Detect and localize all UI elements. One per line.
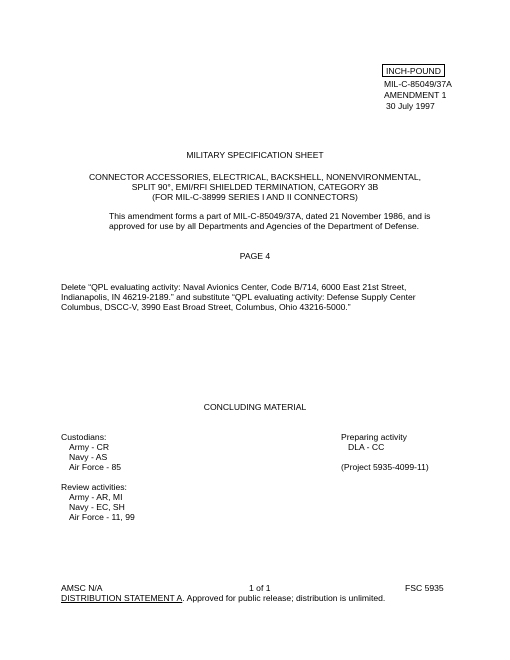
page-count: 1 of 1 xyxy=(249,583,271,593)
subject-line-1: CONNECTOR ACCESSORIES, ELECTRICAL, BACKSHELL, NONENVIRONMENTAL, xyxy=(88,172,422,182)
custodians-heading: Custodians: xyxy=(61,432,107,442)
custodian-army: Army - CR xyxy=(69,442,110,452)
preparing-activity-value: DLA - CC xyxy=(348,442,385,452)
document-number: MIL-C-85049/37A xyxy=(384,79,452,89)
review-army: Army - AR, MI xyxy=(69,492,123,502)
preparing-activity-heading: Preparing activity xyxy=(341,432,407,442)
document-date: 30 July 1997 xyxy=(386,101,435,111)
amendment-number: AMENDMENT 1 xyxy=(384,90,447,100)
project-number: (Project 5935-4099-11) xyxy=(341,462,429,472)
intro-line-1: This amendment forms a part of MIL-C-85049/37A, dated 21 November 1986, and is xyxy=(109,211,431,221)
review-navy: Navy - EC, SH xyxy=(69,502,125,512)
subject-line-3: (FOR MIL-C-38999 SERIES I AND II CONNECTORS) xyxy=(152,192,358,202)
amsc-label: AMSC N/A xyxy=(61,583,103,593)
inch-pound-label: INCH-POUND xyxy=(382,64,445,77)
page-label: PAGE 4 xyxy=(239,251,271,261)
body-line-1: Delete “QPL evaluating activity: Naval Avionics Center, Code B/714, 6000 East 21st Street, xyxy=(61,282,407,292)
subject-line-2: SPLIT 90°, EMI/RFI SHIELDED TERMINATION, CATEGORY 3B xyxy=(131,182,379,192)
fsc-label: FSC 5935 xyxy=(405,583,444,593)
body-line-2: Indianapolis, IN 46219-2189.” and substitute “QPL evaluating activity: Defense Supply Center xyxy=(61,292,416,302)
custodian-air-force: Air Force - 85 xyxy=(69,462,122,472)
body-line-3: Columbus, DSCC-V, 3990 East Broad Street, Columbus, Ohio 43216-5000.” xyxy=(61,302,351,312)
distribution-statement-label: DISTRIBUTION STATEMENT A xyxy=(61,593,183,603)
distribution-statement-text: . Approved for public release; distribution is unlimited. xyxy=(182,593,386,603)
concluding-heading: CONCLUDING MATERIAL xyxy=(203,402,307,412)
custodian-navy: Navy - AS xyxy=(69,452,108,462)
review-air-force: Air Force - 11, 99 xyxy=(69,512,135,522)
distribution-statement xyxy=(61,593,385,604)
review-activities-heading: Review activities: xyxy=(61,482,127,492)
sheet-title: MILITARY SPECIFICATION SHEET xyxy=(186,150,324,160)
intro-line-2: approved for use by all Departments and Agencies of the Department of Defense. xyxy=(109,221,420,231)
